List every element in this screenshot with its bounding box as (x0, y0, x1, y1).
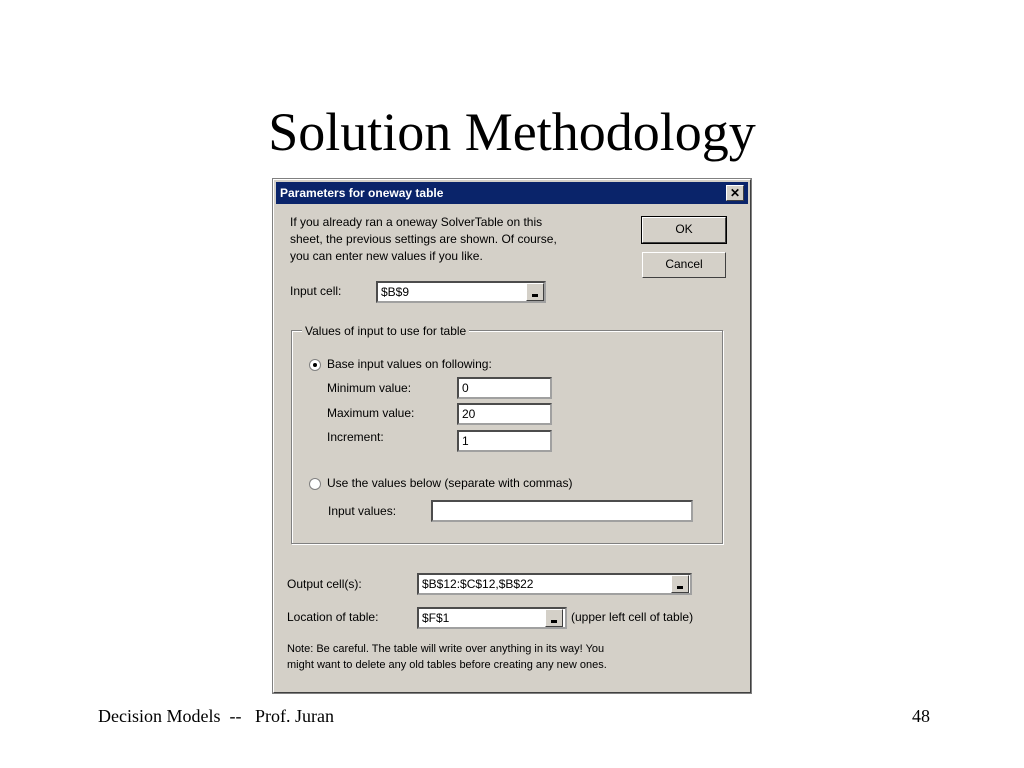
groupbox-legend: Values of input to use for table (302, 324, 469, 338)
intro-line-3: you can enter new values if you like. (290, 249, 483, 263)
output-cells-ref-button[interactable] (671, 575, 689, 593)
input-cell-field[interactable]: $B$9 (376, 281, 546, 303)
slide-title: Solution Methodology (268, 102, 756, 162)
cancel-button[interactable]: Cancel (642, 252, 726, 278)
increment-label: Increment: (327, 430, 384, 444)
increment-field[interactable]: 1 (457, 430, 552, 452)
intro-line-2: sheet, the previous settings are shown. Of course, (290, 232, 557, 246)
dialog-title: Parameters for oneway table (280, 186, 444, 200)
input-cell-ref-button[interactable] (526, 283, 544, 301)
location-field[interactable]: $F$1 (417, 607, 567, 629)
location-hint: (upper left cell of table) (571, 610, 694, 624)
minimum-label: Minimum value: (327, 381, 412, 395)
list-values-label[interactable]: Use the values below (separate with commas) (327, 476, 573, 490)
minimum-field[interactable]: 0 (457, 377, 552, 399)
intro-line-1: If you already ran a oneway SolverTable on this (290, 215, 543, 229)
maximum-label: Maximum value: (327, 406, 415, 420)
location-ref-button[interactable] (545, 609, 563, 627)
close-icon[interactable]: ✕ (726, 185, 744, 201)
input-values-field[interactable] (431, 500, 693, 522)
note-line-1: Note: Be careful. The table will write over anything in its way! You (287, 643, 605, 655)
output-cells-field[interactable]: $B$12:$C$12,$B$22 (417, 573, 692, 595)
parameters-dialog (273, 179, 751, 693)
dialog-titlebar[interactable] (276, 182, 748, 204)
ok-button[interactable]: OK (642, 217, 726, 243)
base-values-radio[interactable] (309, 359, 321, 371)
page-number: 48 (912, 706, 930, 726)
note-line-2: might want to delete any old tables before creating any new ones. (287, 659, 607, 671)
input-values-label: Input values: (328, 504, 397, 518)
location-label: Location of table: (287, 610, 379, 624)
base-values-label[interactable]: Base input values on following: (327, 357, 492, 371)
input-cell-label: Input cell: (290, 284, 342, 298)
maximum-field[interactable]: 20 (457, 403, 552, 425)
footer-course: Decision Models -- Prof. Juran (98, 706, 334, 726)
list-values-radio[interactable] (309, 478, 321, 490)
output-cells-label: Output cell(s): (287, 577, 362, 591)
